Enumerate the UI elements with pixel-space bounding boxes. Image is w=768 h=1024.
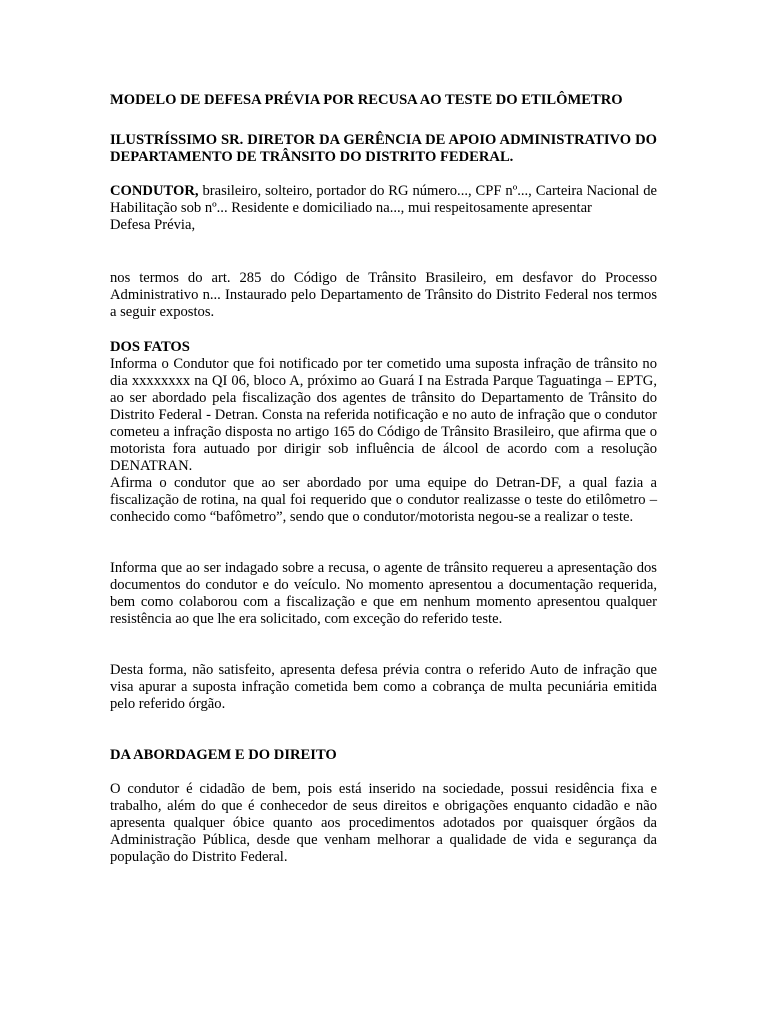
addressee: ILUSTRÍSSIMO SR. DIRETOR DA GERÊNCIA DE APOIO ADMINISTRATIVO DO DEPARTAMENTO DE TRÂNSITO DO DISTRITO FEDERAL.: [110, 132, 657, 165]
intro-paragraph: [110, 183, 657, 217]
facts-paragraph-1: Informa o Condutor que foi notificado por ter cometido uma suposta infração de trânsito no dia xxxxxxxx na QI 06, bloco A, próximo ao Guará I na Estrada Parque Taguatinga – EPTG, ao ser abordado pela fiscalização dos agentes de trânsito do Departamento de Trânsito do Distrito Federal - Detran. Consta na referida notificação e no auto de infração que o condutor cometeu a infração disposta no artigo 165 do Código de Trânsito Brasileiro, que afirma que o motorista fora autuado por dirigir sob influência de álcool de acordo com a resolução DENATRAN.: [110, 356, 657, 474]
facts-heading: DOS FATOS: [110, 339, 190, 355]
intro-lead: CONDUTOR,: [110, 183, 199, 199]
intro-text: brasileiro, solteiro, portador do RG número..., CPF nº..., Carteira Nacional de Habilitação sob nº... Residente e domiciliado na..., mui respeitosamente apresentar: [110, 183, 657, 216]
approach-paragraph-1: O condutor é cidadão de bem, pois está inserido na sociedade, possui residência fixa e trabalho, além do que é conhecedor de seus direitos e obrigações enquanto cidadão e não apresenta qualquer óbice quanto aos procedimentos adotados por quaisquer órgãos da Administração Pública, desde que venham melhorar a qualidade de vida e segurança da população do Distrito Federal.: [110, 781, 657, 865]
document-title: MODELO DE DEFESA PRÉVIA POR RECUSA AO TESTE DO ETILÔMETRO: [110, 92, 623, 108]
document-body: [110, 92, 657, 866]
facts-paragraph-2: Afirma o condutor que ao ser abordado por uma equipe do Detran-DF, a qual fazia a fiscalização de rotina, na qual foi requerido que o condutor realizasse o teste do etilômetro – conhecido como “bafômetro”, sendo que o condutor/motorista negou-se a realizar o teste.: [110, 475, 657, 525]
facts-paragraph-4: Desta forma, não satisfeito, apresenta defesa prévia contra o referido Auto de infração que visa apurar a suposta infração cometida bem como a cobrança de multa pecuniária emitida pelo referido órgão.: [110, 662, 657, 712]
approach-heading: DA ABORDAGEM E DO DIREITO: [110, 747, 337, 763]
terms-paragraph: nos termos do art. 285 do Código de Trânsito Brasileiro, em desfavor do Processo Administrativo n... Instaurado pelo Departamento de Trânsito do Distrito Federal nos termos a seguir expostos.: [110, 270, 657, 320]
defense-label: Defesa Prévia,: [110, 217, 196, 233]
facts-paragraph-3: Informa que ao ser indagado sobre a recusa, o agente de trânsito requereu a apresentação dos documentos do condutor e do veículo. No momento apresentou a documentação requerida, bem como colaborou com a fiscalização e que em nenhum momento apresentou qualquer resistência ao que lhe era solicitado, com exceção do referido teste.: [110, 560, 657, 627]
